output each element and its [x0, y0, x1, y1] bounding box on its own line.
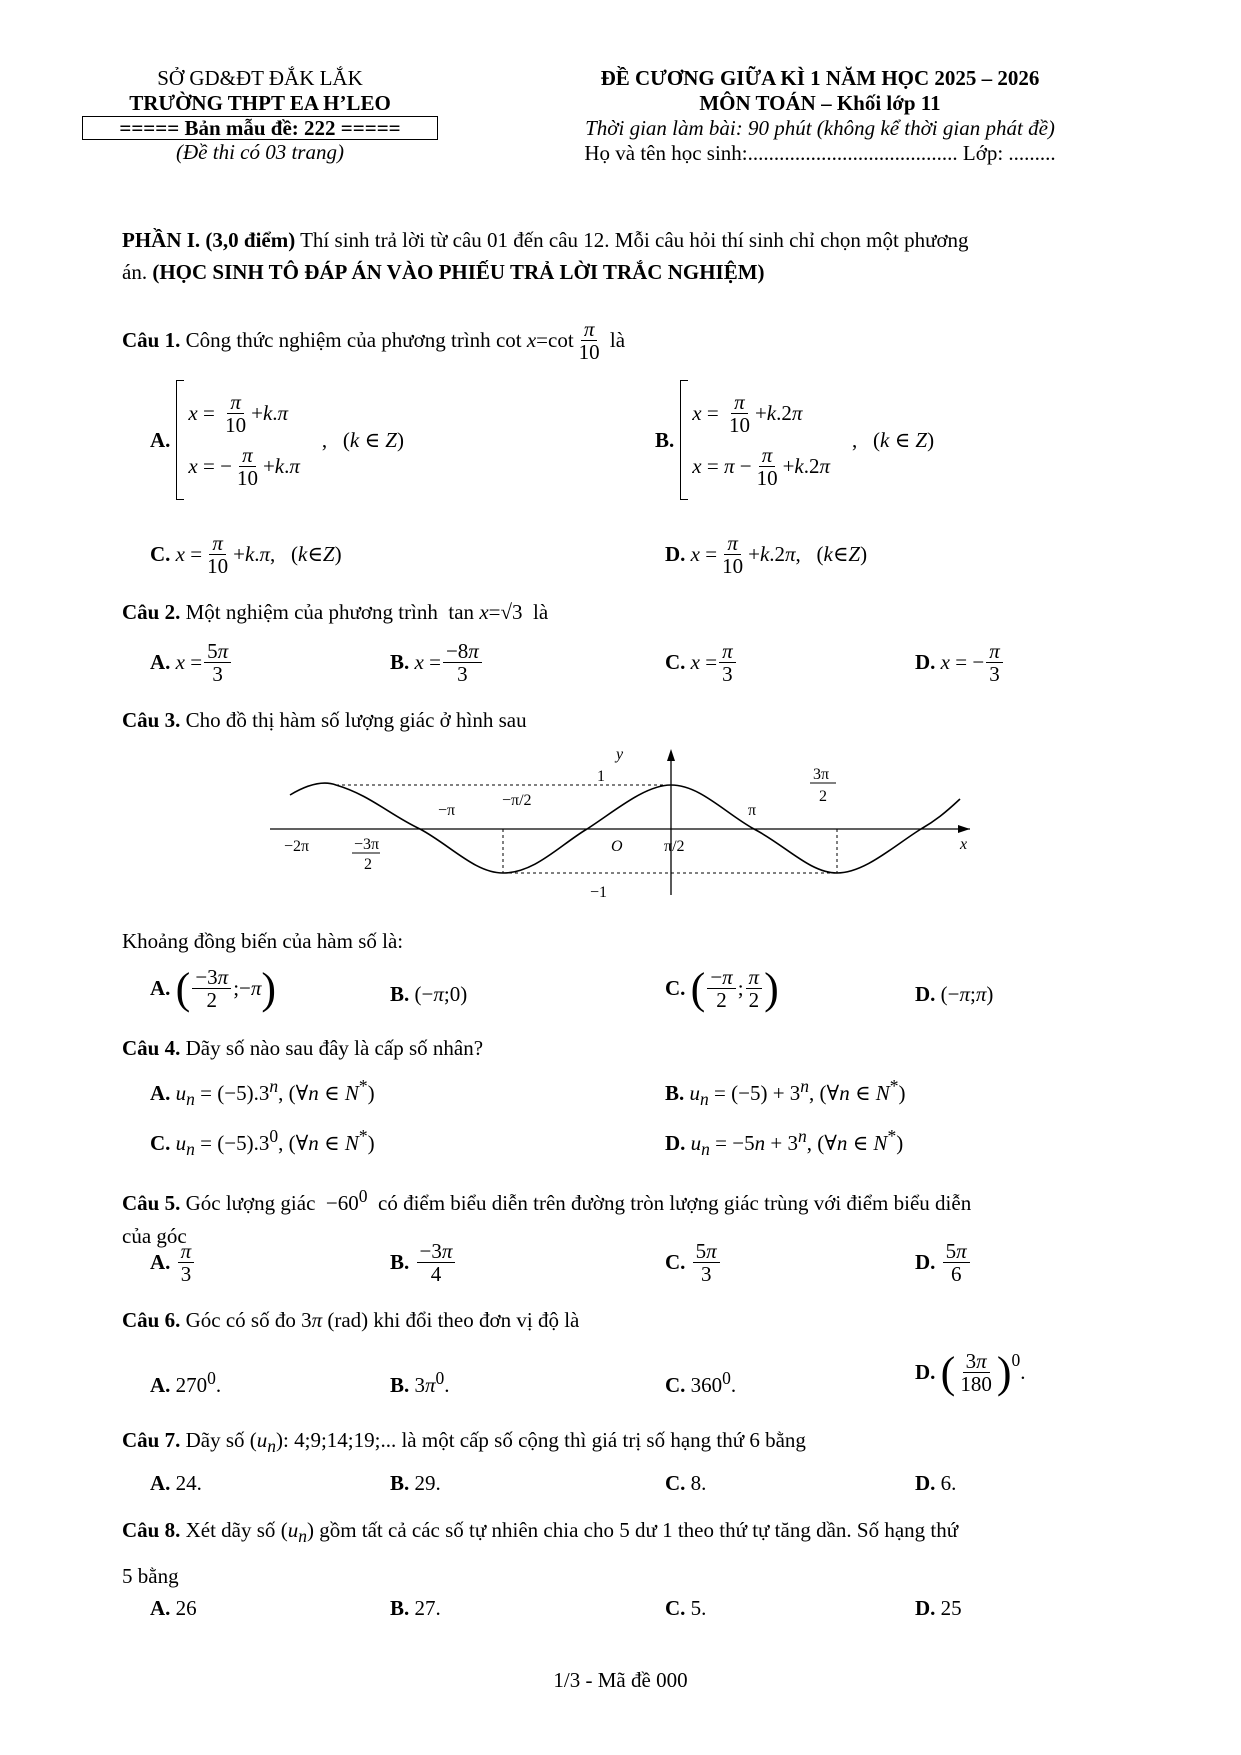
q2-text: Một nghiệm của phương trình — [185, 600, 438, 624]
exam-title: ĐỀ CƯƠNG GIỮA KÌ 1 NĂM HỌC 2025 – 2026 — [600, 66, 1040, 90]
q3-subtext: Khoảng đồng biến của hàm số là: — [122, 929, 404, 953]
q1-option-d[interactable]: D. x = $\frac{\pi}{10}$ + k .2 π , ( k ∈ Z ) — [665, 531, 868, 579]
option-letter: C. — [150, 1131, 171, 1155]
y-axis-arrow — [667, 749, 675, 761]
q3-option-b[interactable]: B. (− π ;0) — [390, 982, 468, 1006]
question-1: Câu 1. Công thức nghiệm của phương trình cot x=cot $\frac{\pi}{10}$ là — [122, 317, 626, 365]
option-text: 6. — [940, 1471, 957, 1495]
option-letter: B. — [390, 1250, 410, 1275]
q7-option-a[interactable] — [150, 1471, 202, 1496]
label-one: 1 — [597, 768, 605, 785]
subject: MÔN TOÁN – Khối lớp 11 — [699, 91, 941, 115]
label-origin: O — [611, 838, 623, 855]
school-name: TRƯỜNG THPT EA H’LEO — [129, 91, 391, 115]
q5-label: Câu 5. — [122, 1191, 181, 1215]
q5-text: Góc lượng giác — [180, 1191, 316, 1215]
option-letter: D. — [915, 650, 936, 675]
option-letter: C. — [150, 542, 171, 567]
part-instructions-2: án. — [122, 260, 153, 284]
label-m2pi: −2π — [284, 838, 310, 855]
q2-option-d[interactable]: D. x = − $\frac{\pi}{3}$ — [915, 640, 1005, 685]
q2-label: Câu 2. — [122, 600, 181, 624]
q5-text-tail: có điểm biểu diễn trên đường tròn lượng giác trùng với điểm biểu diễn — [378, 1191, 972, 1215]
part-title: PHẦN I. (3,0 điểm) — [122, 228, 296, 252]
q1-option-b[interactable]: B. x = $\frac{\pi}{10}$ + k .2 π x = π − $\frac{\pi}{10}$ + k .2 π , (k ∈ Z) — [655, 380, 934, 500]
option-letter: A. — [150, 1250, 171, 1275]
option-letter: D. — [665, 1131, 686, 1155]
option-letter: B. — [390, 982, 410, 1006]
q6-label: Câu 6. — [122, 1308, 181, 1332]
q4-option-b[interactable]: B. $u_n = (-5) + 3^n$, (∀n ∈ N*) — [665, 1076, 906, 1110]
q8-text-mid: gồm tất cả các số tự nhiên chia cho 5 dư 1 theo thứ tự tăng dần. Số hạng thứ — [319, 1518, 959, 1542]
q7-text: Dãy số — [185, 1428, 245, 1452]
question-3 — [122, 708, 527, 733]
cosine-curve — [290, 783, 960, 873]
option-letter: C. — [665, 1250, 686, 1275]
q2-option-b[interactable]: B. x = $\frac{-8\pi}{3}$ — [390, 640, 484, 685]
x-axis-arrow — [958, 825, 970, 833]
q1-tail: là — [609, 328, 626, 353]
label-minus-one: −1 — [590, 884, 608, 901]
q8-option-d[interactable] — [915, 1596, 962, 1621]
q7-option-b[interactable] — [390, 1471, 441, 1496]
q1-label: Câu 1. — [122, 328, 181, 353]
page-footer: 1/3 - Mã đề 000 — [553, 1668, 688, 1692]
student-line: Họ và tên học sinh:........................................ Lớp: ......... — [584, 141, 1056, 165]
part-note: (HỌC SINH TÔ ĐÁP ÁN VÀO PHIẾU TRẢ LỜI TRẮC NGHIỆM) — [152, 260, 765, 284]
option-letter: B. — [665, 1081, 685, 1105]
q1-option-c[interactable]: C. x = $\frac{\pi}{10}$ + k . π , ( k ∈ Z ) — [150, 531, 342, 579]
q4-option-d[interactable]: D. $u_n = -5n + 3^n$, (∀n ∈ N*) — [665, 1126, 904, 1160]
option-letter: C. — [665, 1373, 686, 1397]
option-letter: D. — [915, 1250, 936, 1275]
q8-text: Xét dãy số — [185, 1518, 276, 1542]
trig-graph — [260, 745, 980, 905]
q2-option-a[interactable]: A. x = $\frac{5\pi}{3}$ — [150, 640, 233, 685]
option-text: 27. — [414, 1596, 441, 1620]
option-letter: D. — [915, 1360, 936, 1385]
option-letter: C. — [665, 1596, 686, 1620]
option-letter: B. — [390, 650, 410, 675]
option-letter: B. — [390, 1596, 410, 1620]
time-note: Thời gian làm bài: 90 phút (không kể thời gian phát đề) — [585, 116, 1055, 140]
option-letter: A. — [150, 1081, 171, 1105]
option-letter: A. — [150, 1373, 171, 1397]
q7-label: Câu 7. — [122, 1428, 181, 1452]
q4-text: Dãy số nào sau đây là cấp số nhân? — [185, 1036, 484, 1060]
option-letter: D. — [915, 982, 936, 1006]
option-text: 26 — [175, 1596, 197, 1620]
question-5: Câu 5. Góc lượng giác $-60^0$ có điểm biểu diễn trên đường tròn lượng giác trùng với điểm biểu diễn của góc — [122, 1180, 1142, 1253]
option-letter: A. — [150, 1471, 171, 1495]
option-letter: C. — [665, 976, 686, 1001]
q1-option-a[interactable]: A. x = $\frac{\pi}{10}$ + k . π x = − $\frac{\pi}{10}$ + k . π , (k ∈ Z) — [150, 380, 404, 500]
q8-label: Câu 8. — [122, 1518, 181, 1542]
q5-option-b[interactable]: B. $\frac{-3\pi}{4}$ — [390, 1240, 457, 1285]
q8-option-c[interactable] — [665, 1596, 706, 1621]
q6-tail: (rad) khi đổi theo đơn vị độ là — [327, 1308, 580, 1332]
option-letter: C. — [665, 1471, 686, 1495]
q6-option-a[interactable]: A. $270^0$. — [150, 1368, 222, 1397]
q5-option-d[interactable]: D. $\frac{5\pi}{6}$ — [915, 1240, 972, 1285]
option-text: 25 — [940, 1596, 962, 1620]
option-letter: B. — [655, 427, 675, 452]
label-p3pi-num: 3π — [813, 766, 830, 783]
q2-option-c[interactable]: C. x = $\frac{\pi}{3}$ — [665, 640, 738, 685]
option-letter: C. — [665, 650, 686, 675]
option-text: 8. — [690, 1471, 707, 1495]
q4-label: Câu 4. — [122, 1036, 181, 1060]
option-text: 24. — [175, 1471, 202, 1495]
pages-note: (Đề thi có 03 trang) — [176, 140, 344, 164]
label-m3pi-num: −3π — [354, 836, 380, 853]
q3-option-d[interactable]: D. (− π ; π ) — [915, 982, 994, 1006]
question-6: Câu 6. Góc có số đo 3π (rad) khi đổi theo đơn vị độ là — [122, 1308, 580, 1332]
label-y: y — [616, 746, 624, 763]
label-mpi: −π — [438, 802, 456, 819]
q7-text-mid: : 4;9;14;19;... là một cấp số cộng thì giá trị số hạng thứ 6 bằng — [283, 1428, 806, 1452]
q6-option-b[interactable]: B. $3\pi^0$. — [390, 1368, 450, 1397]
q2-tail: là — [533, 600, 549, 624]
q6-option-d[interactable]: D. ( $\frac{3\pi}{180}$ ) $^0$ . — [915, 1347, 1026, 1397]
q8-option-a[interactable] — [150, 1596, 197, 1621]
option-letter: D. — [915, 1596, 936, 1620]
label-mpi2: −π/2 — [502, 792, 532, 809]
option-text: 5. — [690, 1596, 707, 1620]
q5-option-c[interactable]: C. $\frac{5\pi}{3}$ — [665, 1240, 722, 1285]
label-m3pi-den: 2 — [364, 856, 372, 873]
label-x: x — [960, 836, 968, 853]
option-letter: A. — [150, 427, 171, 452]
department: SỞ GD&ĐT ĐẮK LẮK — [157, 66, 363, 90]
q8-text-2: 5 bằng — [122, 1564, 179, 1589]
q7-option-d[interactable] — [915, 1471, 956, 1496]
question-2: Câu 2. Một nghiệm của phương trình tan x=√3 là — [122, 600, 549, 624]
option-text: 29. — [414, 1471, 441, 1495]
label-p3pi-den: 2 — [819, 788, 827, 805]
option-letter: A. — [150, 650, 171, 675]
exam-code-box: ===== Bản mẫu đề: 222 ===== — [82, 116, 438, 140]
q7-option-c[interactable] — [665, 1471, 706, 1496]
option-letter: B. — [390, 1471, 410, 1495]
q5-text-2: của góc — [122, 1224, 187, 1248]
option-letter: B. — [390, 1373, 410, 1397]
q8-option-b[interactable] — [390, 1596, 441, 1621]
q4-option-a[interactable]: A. $u_n = (-5).3^n$, (∀n ∈ N*) — [150, 1076, 375, 1110]
q4-option-c[interactable]: C. $u_n = (-5).3^0$, (∀n ∈ N*) — [150, 1126, 375, 1160]
q5-option-a[interactable]: A. $\frac{\pi}{3}$ — [150, 1240, 196, 1285]
question-7: Câu 7. Dãy số $(u_n)$: 4;9;14;19;... là một cấp số cộng thì giá trị số hạng thứ 6 bằng — [122, 1428, 806, 1457]
option-letter: D. — [915, 1471, 936, 1495]
question-8: Câu 8. Xét dãy số $(u_n)$ gồm tất cả các số tự nhiên chia cho 5 dư 1 theo thứ tự tăng dần. Số hạng thứ 5 bằng — [122, 1510, 1142, 1596]
q3-option-c[interactable]: C. ( $\frac{-\pi}{2}$ ; $\frac{\pi}{2}$ ) — [665, 963, 779, 1013]
option-letter: A. — [150, 976, 171, 1001]
option-letter: A. — [150, 1596, 171, 1620]
q6-option-c[interactable]: C. $360^0$. — [665, 1368, 737, 1397]
q1-text: Công thức nghiệm của phương trình — [185, 328, 491, 353]
q6-text: Góc có số đo — [185, 1308, 296, 1332]
q3-label: Câu 3. — [122, 708, 181, 732]
part-instructions: Thí sinh trả lời từ câu 01 đến câu 12. Mỗi câu hỏi thí sinh chỉ chọn một phương — [295, 228, 969, 252]
question-4 — [122, 1036, 483, 1061]
option-letter: D. — [665, 542, 686, 567]
label-pi2: π/2 — [664, 838, 685, 855]
q3-text: Cho đồ thị hàm số lượng giác ở hình sau — [185, 708, 527, 732]
label-pi: π — [748, 802, 757, 819]
q3-option-a[interactable]: A. ( $\frac{-3\pi}{2}$ ;− π ) — [150, 963, 277, 1013]
